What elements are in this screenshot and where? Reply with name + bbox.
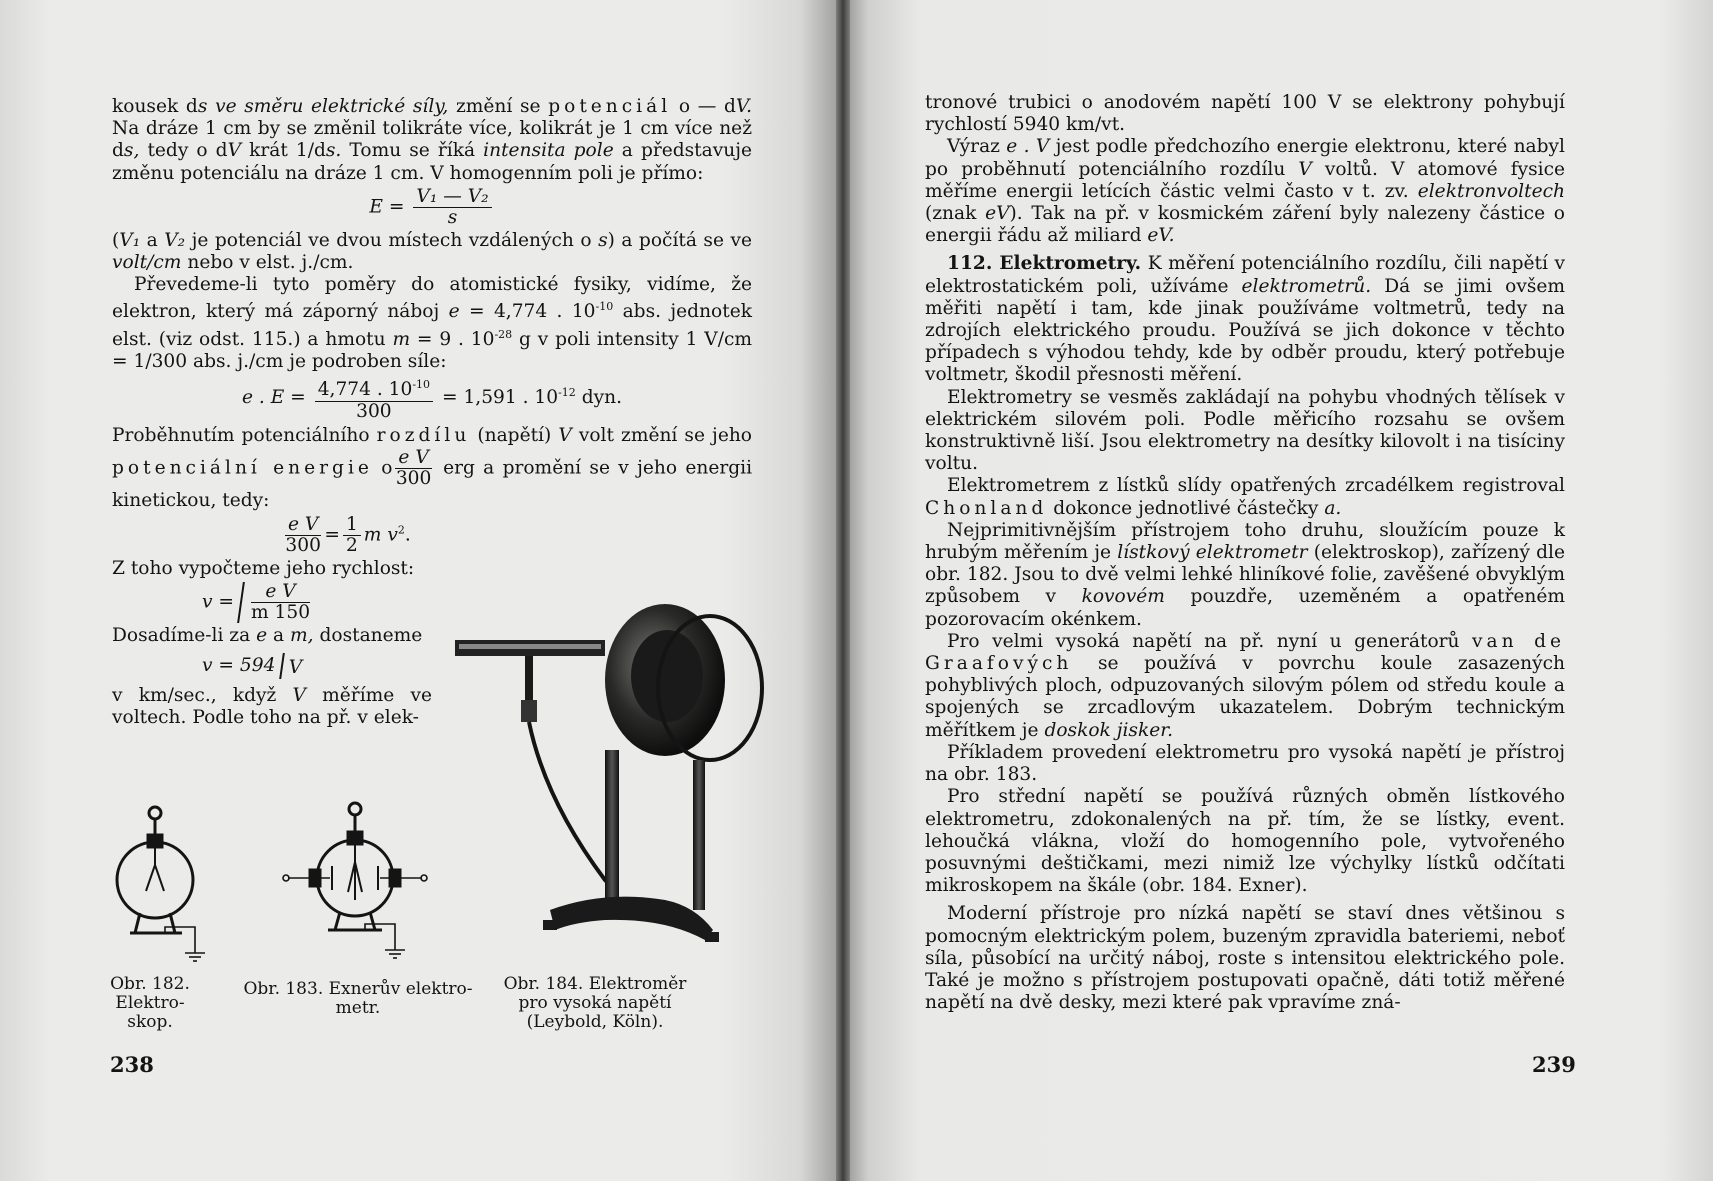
- book-gutter: [836, 0, 850, 1181]
- text-italic: elektrometrů.: [1241, 275, 1372, 297]
- fraction-numerator: [315, 375, 433, 401]
- eq-lhs: E =: [369, 196, 405, 218]
- text-italic: s,: [123, 140, 140, 162]
- caption-fig-184: Obr. 184. Elektroměr pro vysoká napětí (Leybold, Köln).: [503, 974, 687, 1032]
- text: (znak: [925, 203, 986, 225]
- text: Dá se jimi ovšem měřiti napětí i tam, kde jinak používáme voltmetrů, tedy na zdrojích elektrického proudu. Používá se jich dokonce v těchto případech s výhodou tehdy, kde by odběr proudu, který potřebuje voltmetr, škodil přesnosti měření.: [925, 275, 1565, 386]
- fraction-denominator: 2: [345, 534, 358, 556]
- paragraph: tronové trubici o anodovém napětí 100 V se elektrony pohybují rychlostí 5940 km/vt.: [925, 92, 1565, 136]
- electroscope-leaf: [155, 865, 164, 891]
- text-spaced: van de Graafových: [925, 630, 1565, 675]
- right-page-text: [925, 92, 1565, 1014]
- stand-pole: [693, 760, 705, 910]
- superscript: -28: [494, 327, 513, 341]
- text: krát 1/d: [241, 140, 326, 162]
- text: ). Tak na př. v kosmickém záření byly nalezeny částice o energii řádu až miliard: [925, 203, 1565, 247]
- exner-electrometer-figure: [280, 800, 430, 970]
- foot: [705, 932, 719, 942]
- text-italic: V: [292, 685, 306, 707]
- electrometer-insulator: [348, 832, 362, 844]
- text-italic: V₁: [119, 229, 141, 251]
- text-italic: a.: [1324, 497, 1342, 519]
- paragraph: Z toho vypočteme jeho rychlost:: [112, 557, 415, 579]
- page-number-left: 238: [110, 1052, 154, 1077]
- text: kousek d: [112, 96, 198, 117]
- fraction-denominator: 300: [356, 400, 392, 422]
- text-italic: lístkový elektrometr: [1117, 542, 1308, 564]
- fraction-numerator: V₁ — V₂: [413, 187, 491, 208]
- text: erg a promění se v jeho energii kinetickou, tedy:: [112, 457, 753, 511]
- electroscope-leg: [135, 913, 140, 933]
- text: = 4,774 . 10: [459, 301, 596, 323]
- text-italic: V: [227, 140, 242, 162]
- fraction: [315, 375, 433, 421]
- text-italic: elektronvoltech: [1417, 180, 1565, 202]
- text-italic: V.: [735, 96, 753, 117]
- text-spaced: potenciální energie: [112, 457, 373, 479]
- side-insulator: [390, 870, 400, 886]
- electrometer-leg: [335, 912, 340, 930]
- text: Převedeme-li tyto poměry do atomistické fysiky, vidíme, že elektron, který má záporný náboj: [112, 274, 752, 323]
- paragraph: Příkladem provedení elektrometru pro vysoká napětí je přístroj na obr. 183.: [925, 741, 1565, 786]
- superscript: -10: [412, 378, 431, 392]
- text: změní se: [448, 96, 549, 117]
- text: je potenciál ve dvou místech vzdálených o: [185, 229, 599, 251]
- fraction: [343, 515, 361, 556]
- text-spaced: rozdílu: [376, 424, 471, 446]
- text-italic: s.: [325, 140, 342, 162]
- fraction-denominator: 300: [395, 467, 432, 489]
- high-voltage-electrometer-figure: [455, 600, 770, 970]
- eq-lhs: e . E =: [241, 387, 306, 409]
- fraction-denominator: m 150: [250, 601, 310, 623]
- microscope-tube: [521, 700, 537, 722]
- fraction-denominator: 300: [285, 534, 321, 556]
- eq-lhs: v =: [202, 591, 234, 613]
- text-spaced: Chonland: [925, 497, 1048, 519]
- superscript: -10: [595, 300, 614, 314]
- ground-wire: [165, 927, 195, 953]
- text: Na dráze 1 cm by se změnil tolikráte více, kolikrát je 1 cm více než d: [112, 118, 752, 162]
- fraction-numerator: e V: [251, 582, 310, 603]
- text: v km/sec., když: [112, 685, 293, 707]
- text: pouzdře, uzeměném a opatřeném pozorovacím okénkem.: [925, 586, 1565, 630]
- paragraph: [925, 631, 1565, 742]
- text: o — d: [671, 96, 736, 117]
- text: Výraz: [947, 136, 1007, 158]
- text: a: [140, 229, 165, 251]
- text: tedy o d: [139, 140, 228, 162]
- page-number-right: 239: [1532, 1052, 1576, 1077]
- text-italic: s ve směru elektrické síly,: [197, 96, 449, 117]
- text: ) a počítá se ve: [607, 229, 752, 251]
- equation-field-intensity: [112, 187, 752, 228]
- fraction-numerator: e V: [395, 448, 431, 469]
- fraction: [251, 582, 310, 623]
- arm-rod: [529, 722, 615, 890]
- text-italic: kovovém: [1081, 586, 1165, 608]
- text: (: [112, 229, 120, 251]
- fraction: [395, 448, 431, 489]
- eq-lhs: v = 594: [202, 655, 276, 677]
- paragraph: [925, 253, 1565, 386]
- caption-fig-183: Obr. 183. Exnerův elektro-metr.: [243, 979, 473, 1018]
- fraction-numerator: e V: [285, 515, 321, 536]
- equation-force: [112, 375, 752, 421]
- text: Proběhnutím potenciálního: [112, 424, 377, 446]
- text-italic: e: [448, 301, 460, 323]
- eq-rhs: m v: [363, 524, 398, 546]
- electrometer-leaf: [348, 862, 355, 892]
- fraction-numerator: 1: [343, 515, 361, 536]
- electroscope-knob: [149, 807, 161, 819]
- paragraph: [112, 685, 432, 729]
- paragraph: [112, 424, 752, 513]
- text: dyn.: [575, 387, 623, 409]
- paragraph: [112, 230, 752, 274]
- text-italic: V: [558, 424, 572, 446]
- text: Tomu se říká: [341, 140, 484, 162]
- text-italic: s: [598, 229, 608, 251]
- paragraph: [112, 96, 752, 185]
- eq-rhs: = 1,591 . 10: [441, 387, 559, 409]
- radicand: V: [289, 657, 303, 678]
- electroscope-leaf: [146, 865, 155, 891]
- fraction-denominator: s: [447, 206, 458, 228]
- text-italic: V: [1298, 158, 1312, 180]
- text: o: [372, 457, 393, 479]
- text-italic: volt/cm: [112, 252, 182, 274]
- text-italic: m,: [290, 624, 314, 646]
- text: Dosadíme-li za: [112, 624, 257, 646]
- text-italic: intensita pole: [483, 140, 614, 162]
- text: jest podle předchozího energie elektronu, které nabyl po proběhnutí potenciálního rozdílu: [925, 136, 1565, 180]
- paragraph: Pro střední napětí se používá různých obměn lístkového elektrometru, zdokonalených na př. tím, že se lístky, event. lehoučká vlákna, vloží do homogenního pole, vytvořeného posuvnými deštičkami, mezi nimiž lze výchylky lístků odčítati mikroskopem na škále (obr. 184. Exner).: [925, 786, 1565, 897]
- electroscope-figure: [110, 805, 210, 970]
- text-italic: V₂: [164, 229, 186, 251]
- paragraph: [112, 274, 752, 373]
- equals: =: [324, 524, 340, 546]
- foot: [543, 920, 557, 930]
- text-italic: m: [392, 329, 411, 350]
- fraction: [413, 187, 491, 228]
- paragraph: [925, 475, 1565, 519]
- paragraph: [925, 520, 1565, 631]
- paragraph: [925, 136, 1565, 247]
- text: se používá v povrchu koule zasazených pohyblivých ploch, odpuzovaných silovým pólem od středu koule a spojených se zrcadlovým ukazatelem. Dobrým technickým měřítkem je: [925, 653, 1565, 741]
- electroscope-insulator: [148, 835, 162, 847]
- text: .: [404, 524, 411, 546]
- text-italic: eV.: [1147, 225, 1175, 247]
- text: g v poli intensity 1 V/cm = 1/300 abs. j./cm je podroben síle:: [112, 329, 753, 373]
- electrometer-leaf: [355, 862, 362, 892]
- text: Nejprimitivnějším přístrojem toho druhu, sloužícím pouze k hrubým měřením je: [925, 519, 1565, 564]
- superscript: -12: [558, 386, 576, 400]
- text-italic: e: [256, 624, 268, 646]
- text: = 9 . 10: [410, 329, 495, 350]
- text: K měření potenciálního rozdílu, čili napětí v elektrostatickém poli, užíváme: [925, 253, 1565, 297]
- text: měříme ve voltech. Podle toho na př. v elek-: [112, 685, 432, 729]
- text-italic: doskok jisker.: [1044, 719, 1173, 741]
- electrometer-leg: [370, 912, 375, 930]
- text: dokonce jednotlivé částečky: [1047, 497, 1325, 519]
- tripod-base: [550, 897, 713, 940]
- caption-fig-182: Obr. 182. Elektro-skop.: [110, 974, 190, 1032]
- scale-strip: [459, 644, 601, 649]
- text: abs. jednotek elst. (viz odst. 115.) a hmotu: [112, 301, 752, 350]
- side-insulator: [310, 870, 320, 886]
- text: (elektroskop), zařízený dle obr. 182. Jsou to dvě velmi lehké hliníkové folie, zavěšené obvyklým způsobem v: [925, 542, 1566, 608]
- electroscope-leg: [170, 913, 175, 933]
- microscope-stem: [525, 656, 533, 706]
- text: a: [267, 624, 291, 646]
- fraction: [285, 515, 321, 556]
- stand-pole: [605, 750, 619, 900]
- text: voltů. V atomové fysice měříme energii letících částic velmi často v t. zv.: [925, 158, 1566, 202]
- square-root: [237, 582, 316, 623]
- text: Elektrometrem z lístků slídy opatřených zrcadélkem registroval: [947, 475, 1565, 497]
- text-spaced: potenciál: [548, 96, 672, 117]
- text-italic: eV: [985, 203, 1010, 225]
- text: (napětí): [470, 424, 559, 446]
- paragraph: Moderní přístroje pro nízká napětí se staví dnes většinou s pomocným elektrickým polem, buzeným zpravidla bateriemi, neboť síla, působící na určitý náboj, roste s intensitou elektrického pole. Také je možno s přístrojem postupovati opačně, dáti totiž měřené napětí na dvě desky, mezi které pak vpravíme zná-: [925, 903, 1565, 1014]
- section-heading: 112. Elektrometry.: [947, 253, 1142, 275]
- text: Pro velmi vysoká napětí na př. nyní u generátorů: [947, 630, 1473, 652]
- text: volt změní se jeho: [571, 424, 752, 446]
- text: nebo v elst. j./cm.: [181, 252, 354, 274]
- text: a představuje změnu potenciálu na dráze 1 cm. V homogenním poli je přímo:: [112, 140, 752, 184]
- square-root: [279, 653, 304, 679]
- text-italic: e . V: [1006, 136, 1050, 158]
- superscript: 2: [397, 522, 405, 536]
- text: dostaneme: [313, 624, 423, 646]
- text: 4,774 . 10: [317, 379, 413, 401]
- paragraph: Elektrometry se vesměs zakládají na pohybu vhodných tělísek v elektrickém silovém poli. Podle měřicího rozsahu se ovšem konstruktivně liší. Jsou elektrometry na desítky kilovolt i na tisíciny voltu.: [925, 386, 1565, 475]
- equation-kinetic-energy: [282, 515, 752, 556]
- electrometer-knob: [349, 803, 361, 815]
- ground-wire: [365, 924, 395, 950]
